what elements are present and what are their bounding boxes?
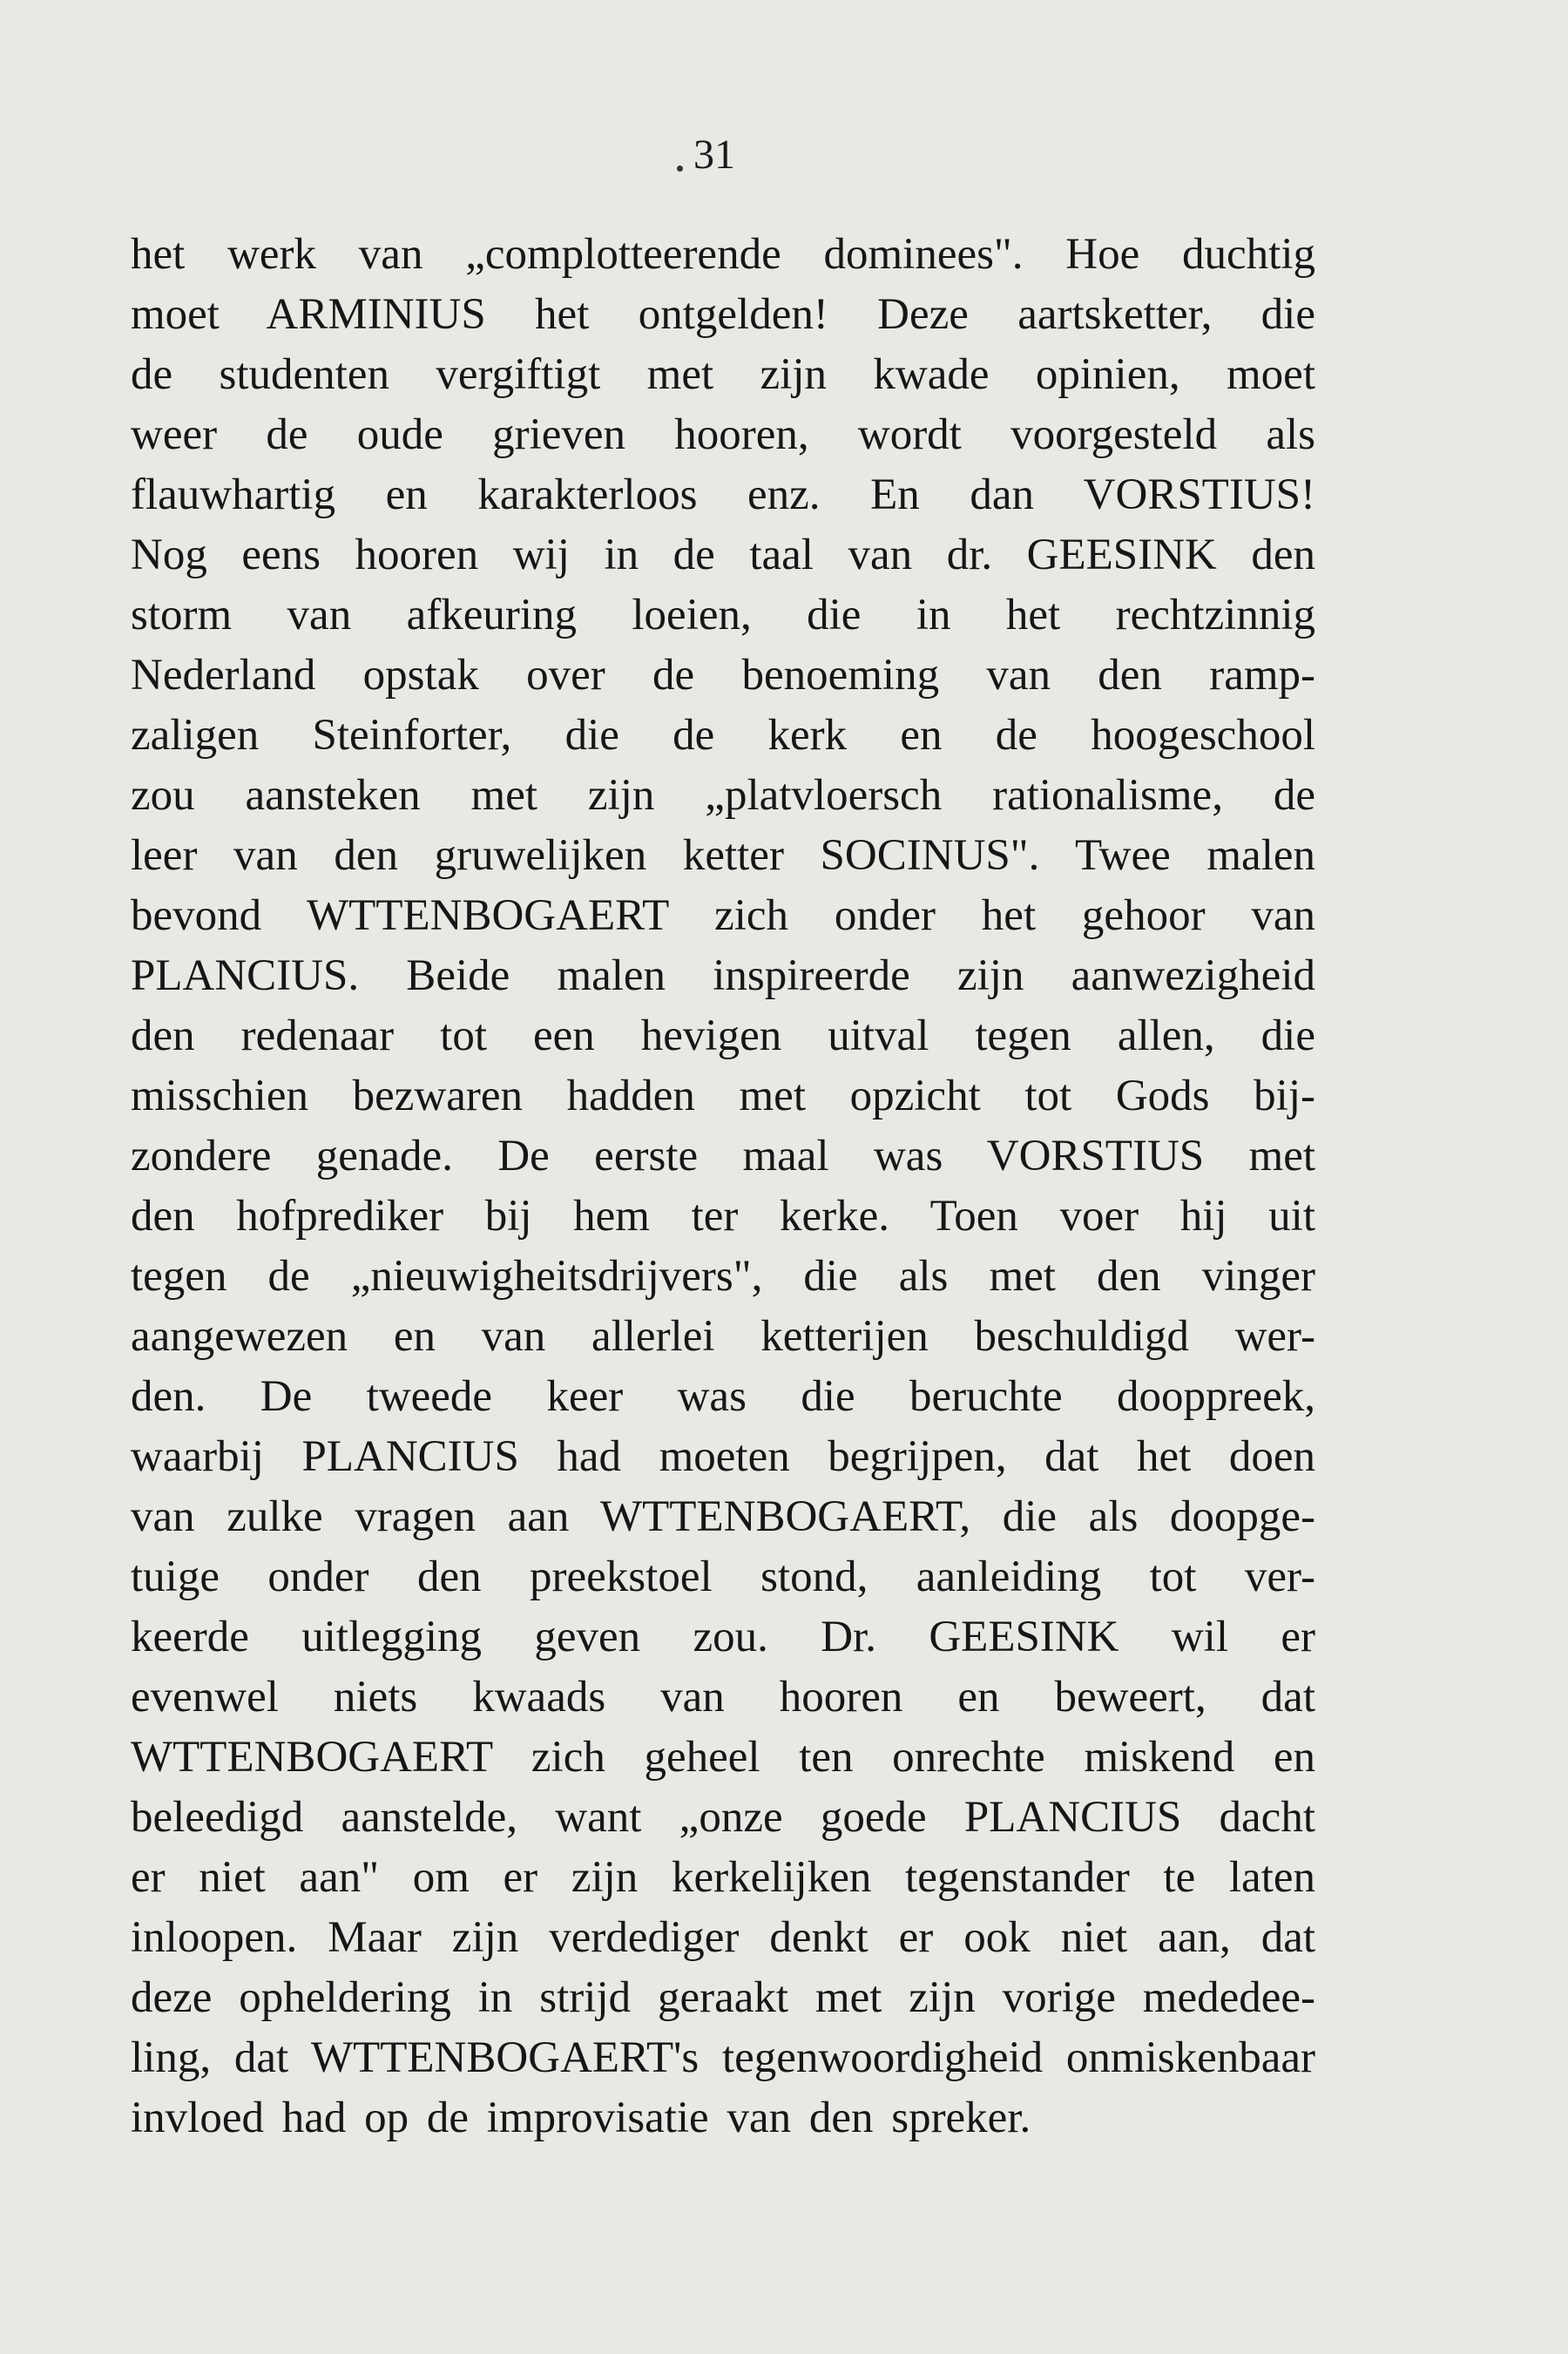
text-line: inloopen. Maar zijn verdediger denkt er ook niet aan, dat	[131, 1913, 1315, 1962]
text-line: den redenaar tot een hevigen uitval tegen allen, die	[131, 1011, 1315, 1060]
text-line: de studenten vergiftigt met zijn kwade opinien, moet	[131, 350, 1315, 399]
text-line: Nog eens hooren wij in de taal van dr. GEESINK den	[131, 531, 1315, 579]
text-line: keerde uitlegging geven zou. Dr. GEESINK wil er	[131, 1613, 1315, 1661]
text-line: van zulke vragen aan WTTENBOGAERT, die als doopge-	[131, 1492, 1315, 1541]
text-line: ling, dat WTTENBOGAERT's tegenwoordigheid onmiskenbaar	[131, 2033, 1315, 2082]
text-line: bevond WTTENBOGAERT zich onder het gehoor van	[131, 891, 1315, 940]
page-number: 31	[693, 132, 735, 178]
text-line: zaligen Steinforter, die de kerk en de hoogeschool	[131, 711, 1315, 760]
text-line: weer de oude grieven hooren, wordt voorgesteld als	[131, 410, 1315, 459]
text-line: WTTENBOGAERT zich geheel ten onrechte miskend en	[131, 1733, 1315, 1782]
text-line: er niet aan" om er zijn kerkelijken tegenstander te laten	[131, 1853, 1315, 1902]
text-line: Nederland opstak over de benoeming van den ramp-	[131, 651, 1315, 700]
text-line: het werk van „complotteerende dominees". Hoe duchtig	[131, 230, 1315, 279]
text-line: zondere genade. De eerste maal was VORSTIUS met	[131, 1132, 1315, 1180]
text-line: leer van den gruwelijken ketter SOCINUS". Twee malen	[131, 831, 1315, 880]
text-line: den hofprediker bij hem ter kerke. Toen voer hij uit	[131, 1192, 1315, 1241]
text-line: PLANCIUS. Beide malen inspireerde zijn aanwezigheid	[131, 951, 1315, 1000]
text-line: den. De tweede keer was die beruchte dooppreek,	[131, 1372, 1315, 1421]
text-line: waarbij PLANCIUS had moeten begrijpen, dat het doen	[131, 1432, 1315, 1481]
print-speck	[677, 166, 683, 172]
text-line: beleedigd aanstelde, want „onze goede PLANCIUS dacht	[131, 1793, 1315, 1842]
text-line: flauwhartig en karakterloos enz. En dan VORSTIUS!	[131, 470, 1315, 519]
text-line: tuige onder den preekstoel stond, aanleiding tot ver-	[131, 1552, 1315, 1601]
text-line: storm van afkeuring loeien, die in het rechtzinnig	[131, 591, 1315, 639]
text-line: zou aansteken met zijn „platvloersch rationalisme, de	[131, 771, 1315, 820]
text-line: aangewezen en van allerlei ketterijen beschuldigd wer-	[131, 1312, 1315, 1361]
text-line: invloed had op de improvisatie van den spreker.	[131, 2094, 1031, 2142]
text-line: tegen de „nieuwigheitsdrijvers", die als met den vinger	[131, 1252, 1315, 1301]
text-line: evenwel niets kwaads van hooren en beweert, dat	[131, 1673, 1315, 1722]
text-line: misschien bezwaren hadden met opzicht tot Gods bij-	[131, 1072, 1315, 1120]
text-line: deze opheldering in strijd geraakt met zijn vorige mededee-	[131, 1973, 1315, 2022]
text-line: moet ARMINIUS het ontgelden! Deze aartsketter, die	[131, 290, 1315, 339]
body-text	[131, 225, 1315, 2148]
